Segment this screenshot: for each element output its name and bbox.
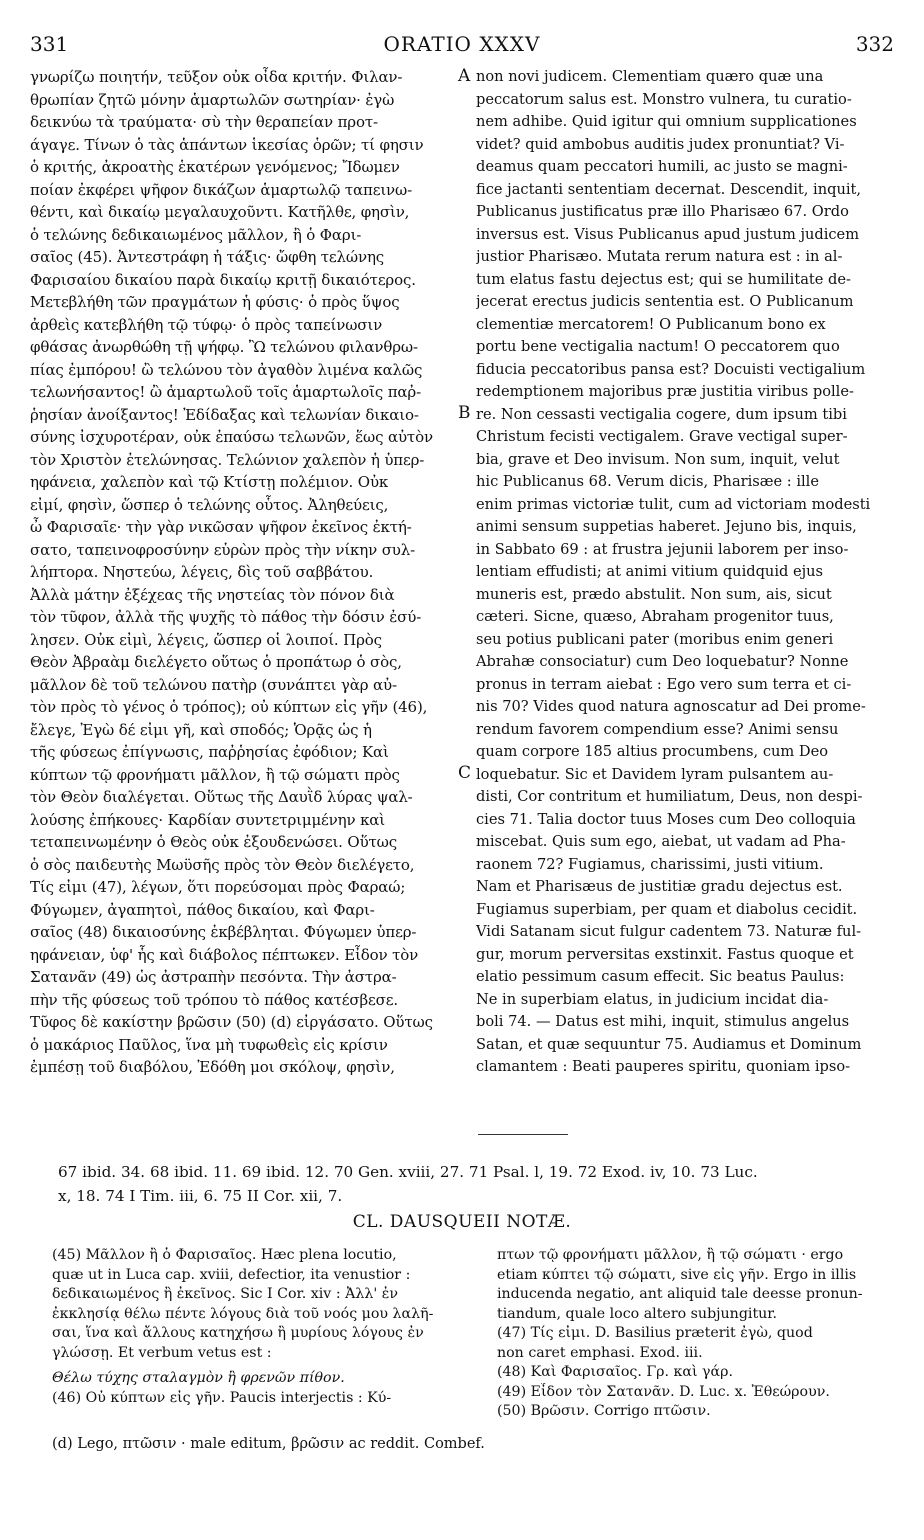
note-line: (49) Εἶδον τὸν Σατανᾶν. D. Luc. x. Ἐθεώρουν.: [497, 1383, 830, 1400]
note-line: quæ ut in Luca cap. xviii, defectior, ita venustior :: [52, 1266, 411, 1283]
greek-text-line: γνωρίζω ποιητήν, τεῦξον οὐκ οἶδα κριτήν. Φιλαν-: [30, 68, 403, 86]
greek-text-line: θρωπίαν ζητῶ μόνην ἁμαρτωλῶν σωτηρίαν· ἐγὼ: [30, 90, 395, 109]
greek-text-line: λήπτορα. Νηστεύω, λέγεις, δὶς τοῦ σαββάτου.: [30, 563, 374, 581]
latin-text-line: boli 74. — Datus est mihi, inquit, stimulus angelus: [476, 1013, 850, 1030]
latin-text-line: miscebat. Quis sum ego, aiebat, ut vadam ad Pha-: [476, 833, 846, 850]
greek-text-line: τὸν Χριστὸν ἐτελώνησας. Τελώνιον χαλεπὸν ἡ ὑπερ-: [30, 450, 425, 469]
greek-text-line: δεικνύω τὰ τραύματα· σὺ τὴν θεραπείαν προτ-: [30, 113, 378, 131]
note-line: πτων τῷ φρονήματι μᾶλλον, ἢ τῷ σώματι · ergo: [497, 1247, 844, 1263]
greek-text-line: ὁ μακάριος Παῦλος, ἵνα μὴ τυφωθεὶς εἰς κρίσιν: [30, 1035, 388, 1054]
greek-text-line: σύνης ἰσχυροτέραν, οὐκ ἐπαύσω τελωνῶν, ἕως αὐτὸν: [30, 428, 433, 446]
latin-text-line: Satan, et quæ sequuntur 75. Audiamus et Dominum: [476, 1035, 862, 1053]
latin-text-line: Ne in superbiam elatus, in judicium incidat dia-: [476, 990, 829, 1008]
notes-left-column: [52, 1246, 482, 1408]
greek-text-line: ποίαν ἐκφέρει ψῆφον δικάζων ἁμαρτωλῷ ταπεινω-: [30, 180, 413, 199]
greek-text-line: λούσης ἐπήκουες· Καρδίαν συντετριμμένην καὶ: [30, 810, 386, 829]
note-line: σαι, ἵνα καὶ ἄλλους κατηχήσω ἢ μυρίους λόγους ἐν: [52, 1325, 424, 1341]
greek-text-line: Θεὸν Ἀβραὰμ διελέγετο οὕτως ὁ προπάτωρ ὁ σὸς,: [30, 653, 402, 671]
margin-letter-a: A: [458, 66, 471, 86]
latin-text-line: fiducia peccatoribus pansa est? Docuisti vectigalium: [476, 360, 866, 378]
greek-text-line: κύπτων τῷ φρονήματι μᾶλλον, ἢ τῷ σώματι πρὸς: [30, 765, 400, 784]
notes-verse: Θέλω τύχης σταλαγμὸν ἢ φρενῶν πίθον.: [52, 1370, 345, 1386]
note-line: inducenda negatio, ant aliquid tale deesse pronun-: [497, 1286, 863, 1302]
latin-text-line: Vidi Satanam sicut fulgur cadentem 73. Naturæ ful-: [476, 923, 862, 940]
latin-text-line: deamus quam peccatori humili, ac justo se magni-: [476, 158, 848, 175]
latin-text-line: in Sabbato 69 : at frustra jejunii laborem per inso-: [476, 540, 849, 558]
latin-text-line: enim primas victoriæ tulit, cum ad victoriam modesti: [476, 495, 871, 513]
greek-text-line: πὴν τῆς φύσεως τοῦ τρόπου τὸ πάθος κατέσβεσε.: [30, 990, 398, 1009]
reference-line: 67 ibid. 34. 68 ibid. 11. 69 ibid. 12. 70 Gen. xviii, 27. 71 Psal. l, 19. 72 Exod. iv, 10. 73 Luc.: [58, 1163, 758, 1181]
latin-text-line: portu bene vectigalia nactum! O peccatorem quo: [476, 338, 840, 355]
margin-letter-c: C: [458, 763, 472, 783]
note-line: tiandum, quale loco altero subjungitur.: [497, 1305, 778, 1322]
greek-text-line: ὁ τελώνης δεδικαιωμένος μᾶλλον, ἢ ὁ Φαρι-: [30, 225, 362, 244]
greek-text-line: τελωνήσαντος! ὢ ἁμαρτωλοῦ τοῖς ἁμαρτωλοῖς παῤ-: [30, 383, 422, 401]
notes-right-column: [497, 1246, 907, 1422]
note-line: etiam κύπτει τῷ σώματι, sive εἰς γῆν. Ergo in illis: [497, 1266, 857, 1283]
greek-text-line: τεταπεινωμένην ὁ Θεὸς οὐκ ἐξουδενώσει. Οὕτως: [30, 833, 398, 851]
greek-text-line: σατο, ταπεινοφροσύνην εὑρὼν πρὸς τὴν νίκην συλ-: [30, 540, 416, 559]
latin-text-line: nis 70? Vides quod natura agnoscatur ad Dei prome-: [476, 698, 866, 715]
note-line: (48) Καὶ Φαρισαῖος. Γρ. καὶ γάρ.: [497, 1364, 733, 1380]
latin-text-line: Fugiamus superbiam, per quam et diabolus cecidit.: [476, 900, 858, 918]
column-end-rule: [478, 1134, 568, 1135]
greek-text-line: Τίς εἰμι (47), λέγων, ὅτι πορεύσομαι πρὸς Φαραώ;: [30, 878, 406, 896]
greek-text-line: ὦ Φαρισαῖε· τὴν γὰρ νικῶσαν ψῆφον ἐκεῖνος ἐκτή-: [30, 518, 412, 536]
footnote-d: (d) Lego, πτῶσιν · male editum, βρῶσιν ac reddit. Combef.: [52, 1436, 485, 1452]
latin-text-line: raonem 72? Fugiamus, charissimi, justi vitium.: [476, 855, 824, 873]
latin-text-line: Publicanus justificatus præ illo Pharisæo 67. Ordo: [476, 203, 849, 220]
greek-text-line: φθάσας ἀνωρθώθη τῇ ψήφῳ. Ὢ τελώνου φιλανθρω-: [30, 338, 418, 356]
greek-text-line: θέντι, καὶ δικαίῳ μεγαλαυχοῦντι. Κατῆλθε, φησὶν,: [30, 203, 410, 221]
latin-text-line: quam corpore 185 altius procumbens, cum Deo: [476, 743, 828, 760]
latin-text-line: clementiæ mercatorem! O Publicanum bono ex: [476, 315, 826, 333]
page-number-left: 331: [30, 32, 69, 56]
latin-text-line: gur, morum perversitas exstinxit. Fastus quoque et: [476, 945, 854, 963]
greek-text-line: σαῖος (48) δικαιοσύνης ἐκβέβληται. Φύγωμεν ὑπερ-: [30, 923, 417, 941]
page-number-right: 332: [855, 32, 894, 56]
latin-text-line: elatio pessimum casum effecit. Sic beatus Paulus:: [476, 968, 845, 985]
latin-text-line: nem adhibe. Quid igitur qui omnium supplicationes: [476, 113, 857, 130]
greek-text-line: άγαγε. Τίνων ὁ τὰς ἁπάντων ἱκεσίας ὁρῶν; τί φησιν: [30, 135, 424, 154]
page-header: [30, 32, 894, 60]
latin-text-line: fice jactanti sententiam decernat. Descendit, inquit,: [476, 180, 862, 198]
margin-letter-b: B: [458, 403, 471, 423]
latin-text-line: pronus in terram aiebat : Ego vero sum terra et ci-: [476, 675, 852, 693]
latin-text-column: [476, 66, 894, 1079]
latin-text-line: re. Non cessasti vectigalia cogere, dum ipsum tibi: [476, 405, 847, 423]
greek-text-line: ὁ σὸς παιδευτὴς Μωϋσῆς πρὸς τὸν Θεὸν διελέγετο,: [30, 855, 415, 874]
latin-text-line: non novi judicem. Clementiam quæro quæ una: [476, 68, 824, 85]
greek-text-line: πίας ἐμπόρου! ὢ τελώνου τὸν ἀγαθὸν λιμένα καλῶς: [30, 360, 423, 379]
latin-text-line: seu potius publicani pater (moribus enim generi: [476, 630, 834, 648]
latin-text-line: clamantem : Beati pauperes spiritu, quoniam ipso-: [476, 1058, 851, 1075]
greek-text-line: τῆς φύσεως ἐπίγνωσις, παῤῥησίας ἐφόδιον; Καὶ: [30, 743, 389, 761]
greek-text-line: μᾶλλον δὲ τοῦ τελώνου πατὴρ (συνάπτει γὰρ αὐ-: [30, 675, 397, 694]
greek-text-line: σαῖος (45). Ἀντεστράφη ἡ τάξις· ὤφθη τελώνης: [30, 248, 385, 266]
note-line: ἐκκλησίᾳ θέλω πέντε λόγους διὰ τοῦ νοός μου λαλῆ-: [52, 1305, 434, 1322]
latin-text-line: cæteri. Sicne, quæso, Abraham progenitor tuus,: [476, 608, 834, 625]
reference-line: x, 18. 74 I Tim. iii, 6. 75 II Cor. xii, 7.: [58, 1187, 343, 1205]
latin-text-line: tum elatus fastu dejectus est; qui se humilitate de-: [476, 270, 851, 288]
greek-text-line: εἰμί, φησὶν, ὥσπερ ὁ τελώνης οὗτος. Ἀληθεύεις,: [30, 495, 389, 514]
latin-text-line: loquebatur. Sic et Davidem lyram pulsantem au-: [476, 765, 834, 783]
greek-text-line: ῥησίαν ἀνοίξαντος! Ἐδίδαξας καὶ τελωνίαν δικαιο-: [30, 405, 419, 424]
note-line: non caret emphasi. Exod. iii.: [497, 1344, 703, 1361]
note-line: (50) Βρῶσιν. Corrigo πτῶσιν.: [497, 1403, 711, 1419]
running-title: ORATIO XXXV: [383, 32, 541, 56]
greek-text-line: τὸν πρὸς τὸ γένος ὁ τρόπος); οὐ κύπτων εἰς γῆν (46),: [30, 698, 428, 716]
greek-text-line: Ἀλλὰ μάτην ἐξέχεας τῆς νηστείας τὸν πόνον διὰ: [30, 585, 395, 604]
latin-text-line: cies 71. Talia doctor tuus Moses cum Deo colloquia: [476, 810, 856, 828]
greek-text-line: ηφάνεια, χαλεπὸν καὶ τῷ Κτίστῃ πολέμιον. Οὐκ: [30, 473, 389, 491]
latin-text-line: inversus est. Visus Publicanus apud justum judicem: [476, 225, 860, 243]
note-line: γλώσσῃ. Et verbum vetus est :: [52, 1344, 272, 1361]
greek-text-line: λησεν. Οὐκ εἰμὶ, λέγεις, ὥσπερ οἱ λοιποί. Πρὸς: [30, 630, 382, 649]
scripture-references: [30, 1160, 894, 1208]
notes-heading: CL. DAUSQUEII NOTÆ.: [352, 1212, 572, 1232]
greek-text-line: ὁ κριτής, ἀκροατὴς ἑκατέρων γενόμενος; Ἴδωμεν: [30, 158, 400, 176]
latin-text-line: jecerat erectus judicis sententia est. O Publicanum: [476, 293, 854, 310]
latin-text-line: redemptionem majoribus præ justitia viribus polle-: [476, 383, 854, 400]
latin-text-line: peccatorum salus est. Monstro vulnera, tu curatio-: [476, 90, 852, 108]
greek-text-line: Τῦφος δὲ κακίστην βρῶσιν (50) (d) εἰργάσατο. Οὕτως: [30, 1013, 433, 1031]
note-line: (45) Μᾶλλον ἢ ὁ Φαρισαῖος. Hæc plena locutio,: [52, 1247, 397, 1263]
greek-text-line: ἐμπέσῃ τοῦ διαβόλου, Ἐδόθη μοι σκόλοψ, φησὶν,: [30, 1058, 395, 1076]
latin-text-line: rendum favorem compendium esse? Animi sensu: [476, 720, 839, 738]
greek-text-line: Μετεβλήθη τῶν πραγμάτων ἡ φύσις· ὁ πρὸς ὕψος: [30, 293, 400, 311]
greek-text-line: Φαρισαίου δικαίου παρὰ δικαίῳ κριτῇ δικαιότερος.: [30, 270, 416, 289]
latin-text-line: disti, Cor contritum et humiliatum, Deus, non despi-: [476, 788, 863, 805]
greek-text-line: τὸν τῦφον, ἀλλὰ τῆς ψυχῆς τὸ πάθος τὴν δόσιν ἐσύ-: [30, 608, 422, 626]
greek-text-line: τὸν Θεὸν διαλέγεται. Οὕτως τῆς Δαυῒδ λύρας ψαλ-: [30, 788, 413, 806]
latin-text-line: lentiam effudisti; at animi vitium quidquid ejus: [476, 563, 824, 580]
notes-left-end: (46) Οὐ κύπτων εἰς γῆν. Paucis interjectis : Κύ-: [52, 1389, 392, 1406]
latin-text-line: justior Pharisæo. Mutata rerum natura est : in al-: [476, 248, 843, 265]
greek-text-line: ἔλεγε, Ἐγὼ δέ εἰμι γῆ, καὶ σποδός; Ὁρᾷς ὡς ἡ: [30, 720, 372, 739]
latin-text-line: Christum fecisti vectigalem. Grave vectigal super-: [476, 428, 848, 445]
greek-text-line: ἀρθεὶς κατεβλήθη τῷ τύφῳ· ὁ πρὸς ταπείνωσιν: [30, 315, 383, 334]
note-line: (47) Τίς εἰμι. D. Basilius præterit ἐγὼ, quod: [497, 1325, 813, 1341]
greek-text-column: [30, 66, 455, 1079]
greek-text-line: Σατανᾶν (49) ὡς ἀστραπὴν πεσόντα. Τὴν ἀστρα-: [30, 968, 397, 986]
latin-text-line: bia, grave et Deo invisum. Non sum, inquit, velut: [476, 450, 840, 468]
greek-text-line: ηφάνειαν, ὑφ' ἧς καὶ διάβολος πέπτωκεν. Εἶδον τὸν: [30, 945, 419, 964]
latin-text-line: animi sensum suppetias haberet. Jejuno bis, inquis,: [476, 518, 857, 535]
note-line: δεδικαιωμένος ἢ ἐκεῖνος. Sic I Cor. xiv : Ἀλλ' ἐν: [52, 1286, 398, 1302]
greek-text-line: Φύγωμεν, ἀγαπητοὶ, πάθος δικαίου, καὶ Φαρι-: [30, 900, 375, 919]
latin-text-line: muneris est, prædo abstulit. Non sum, ais, sicut: [476, 585, 832, 603]
latin-text-line: Nam et Pharisæus de justitiæ gradu dejectus est.: [476, 878, 843, 895]
latin-text-line: hic Publicanus 68. Verum dicis, Pharisæe : ille: [476, 473, 819, 490]
latin-text-line: Abrahæ consociatur) cum Deo loquebatur? Nonne: [476, 653, 849, 670]
latin-text-line: videt? quid ambobus auditis judex pronuntiat? Vi-: [476, 135, 845, 153]
